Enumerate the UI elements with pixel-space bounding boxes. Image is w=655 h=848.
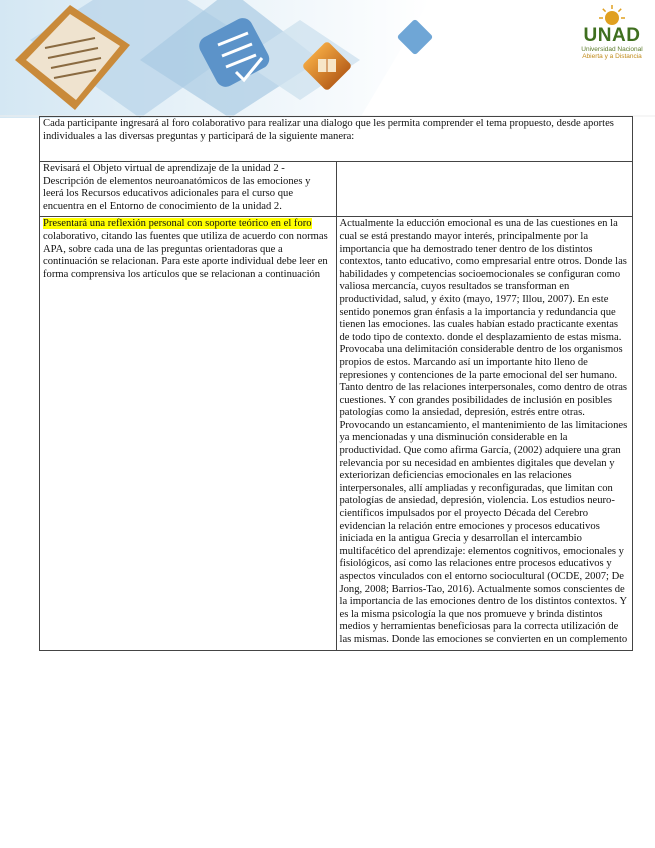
logo-subtitle-2: Abierta y a Distancia	[582, 53, 642, 60]
table-row-1	[40, 162, 633, 217]
table-row-2	[40, 217, 633, 650]
intro-cell: Cada participante ingresará al foro colaborativo para realizar una dialogo que les permita comprender el tema propuesto, desde aportes individuales a las diversas preguntas y participará de la siguiente manera:	[40, 117, 633, 162]
activity-table	[39, 116, 633, 651]
row2-left-cell	[40, 217, 337, 650]
unad-logo	[574, 8, 650, 60]
highlighted-text: Presentará una reflexión personal con soporte teórico en el foro	[43, 218, 312, 230]
logo-text: UNAD	[583, 25, 641, 46]
row1-left-cell: Revisará el Objeto virtual de aprendizaje de la unidad 2 -Descripción de elementos neuroanatómicos de las emociones y leerá los Recursos educativos adicionales para el curso que encuentra en el Entorno de conocimiento de la unidad 2.	[40, 162, 337, 217]
table-row-intro	[40, 117, 633, 162]
header-banner	[0, 0, 655, 118]
row2-left-text: colaborativo, citando las fuentes que utiliza de acuerdo con normas APA, sobre cada una de las preguntas orientadoras que a continuación se relacionan. Para este aporte individual debe leer en forma comprensiva los artículos que se relacionan a continuación	[43, 230, 328, 280]
row1-right-cell	[336, 162, 633, 217]
decorative-banner-art	[0, 0, 655, 118]
logo-subtitle-1: Universidad Nacional	[581, 46, 643, 53]
row2-right-cell: Actualmente la educción emocional es una de las cuestiones en la cual se está prestando mayor interés, principalmente por la importancia que ha demostrado tener dentro de los distintos contextos, tanto educativo, como empresarial entre otros. Donde las habilidades y competencias socioemocionales se configuran como valiosa mercancía, cuyos resultados se transforman en productividad, salud, y éxito (mayo, 1977; Illou, 2007). En este sentido ponemos gran énfasis a la importancia y redundancia que tienen las emociones. las cuales habían estado practicante exentas de todo tipo de contexto. donde el desplazamiento de estas misma. Provocaba una delimitación considerable dentro de los organismos propios de estos. Marcando así un importante hito lleno de represiones y contenciones de la parte emocional del ser humano. Tanto dentro de las relaciones interpersonales, como dentro de otras cuestiones. Y con grandes posibilidades de inclusión en posibles patologías como la ansiedad, depresión, estrés entre otras. Provocando un estancamiento, el mantenimiento de las limitaciones ya mencionadas y una disminución considerable en la productividad. Que como afirma García, (2002) adquiere una gran relevancia por su necesidad en ambientes digitales que develan y exteriorizan deficiencias emocionales en las relaciones interpersonales, allí ampliadas y reconfiguradas, que limitan con patologías de ansiedad, depresión, violencia. Los estudios neuro-científicos impulsados por el proyecto Década del Cerebro evidencian la relación entre emociones y procesos educativos iniciada en la antigua Grecia y desarrollan el intercambio multifacético del aprendizaje: elementos cognitivos, emocionales y fisiológicos, así como las relaciones entre procesos educativos y aspectos vinculados con el entorno sociocultural (OCDE, 2007; De Jong, 2008; Barrios-Tao, 2016). Actualmente somos conscientes de la importancia de las emociones dentro de los distintos contextos. Y es la misma psicología la que nos promueve y brinda distintos medios y herramientas beneficiosas para la correcta utilización de las mismas. Donde las emociones se convierten en un complemento	[336, 217, 633, 650]
